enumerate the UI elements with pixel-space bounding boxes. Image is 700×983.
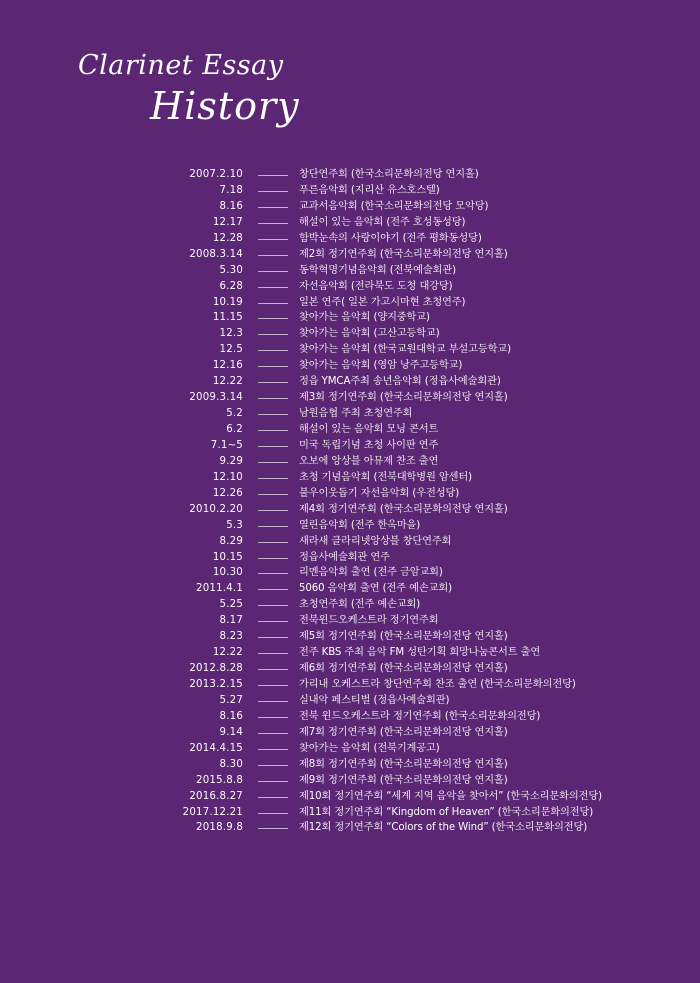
timeline-date: 12.16 xyxy=(212,360,243,372)
timeline-row xyxy=(0,326,700,342)
timeline-connector-line xyxy=(258,797,288,798)
timeline-event: 제2회 정기연주회 (한국소리문화의전당 연지홀) xyxy=(299,248,508,260)
timeline-connector-line xyxy=(258,781,288,782)
timeline-connector-line xyxy=(258,765,288,766)
timeline-connector-line xyxy=(258,398,288,399)
timeline-event: 초청연주회 (전주 예손교회) xyxy=(299,599,421,611)
timeline-event: 제4회 정기연주회 (한국소리문화의전당 연지홀) xyxy=(299,503,508,515)
timeline-event: 찾아가는 음악회 (전북기계공고) xyxy=(299,742,440,754)
timeline-date: 5.2 xyxy=(226,408,243,420)
timeline-row xyxy=(0,645,700,661)
timeline-connector-line xyxy=(258,573,288,574)
timeline-event: 찾아가는 음악회 (양지중학교) xyxy=(299,312,430,324)
timeline-connector-line xyxy=(258,255,288,256)
title-line-history: History xyxy=(150,84,300,128)
timeline-row xyxy=(0,438,700,454)
timeline-event: 제6회 정기연주회 (한국소리문화의전당 연지홀) xyxy=(299,663,508,675)
timeline-event: 해설이 있는 음악회 (전주 호성동성당) xyxy=(299,216,466,228)
timeline-connector-line xyxy=(258,318,288,319)
timeline-row xyxy=(0,422,700,438)
timeline-event: 실내악 페스티벌 (정읍사예술회관) xyxy=(299,694,450,706)
timeline-date: 10.19 xyxy=(212,296,243,308)
timeline-date: 8.17 xyxy=(219,615,243,627)
timeline-row xyxy=(0,581,700,597)
timeline-connector-line xyxy=(258,446,288,447)
timeline-connector-line xyxy=(258,462,288,463)
timeline-date: 8.23 xyxy=(219,631,243,643)
timeline-event: 전북윈드오케스트라 정기연주회 xyxy=(299,615,439,627)
timeline-date: 10.15 xyxy=(212,551,243,563)
timeline-date: 2016.8.27 xyxy=(189,790,243,802)
timeline-event: 제3회 정기연주회 (한국소리문화의전당 연지홀) xyxy=(299,392,508,404)
timeline-event: 전주 KBS 주최 음악 FM 성탄기획 희망나눔콘서트 출연 xyxy=(299,647,541,659)
timeline-date: 8.29 xyxy=(219,535,243,547)
timeline-row xyxy=(0,167,700,183)
timeline-row xyxy=(0,454,700,470)
timeline-connector-line xyxy=(258,303,288,304)
timeline-row xyxy=(0,486,700,502)
timeline-connector-line xyxy=(258,701,288,702)
timeline-row xyxy=(0,263,700,279)
timeline-date: 12.22 xyxy=(212,647,243,659)
timeline-event: 찾아가는 음악회 (한국교원대학교 부설고등학교) xyxy=(299,344,511,356)
timeline-row xyxy=(0,358,700,374)
timeline-date: 7.18 xyxy=(219,184,243,196)
timeline-row xyxy=(0,310,700,326)
timeline-connector-line xyxy=(258,287,288,288)
timeline-row xyxy=(0,661,700,677)
timeline-row xyxy=(0,789,700,805)
timeline-date: 8.16 xyxy=(219,710,243,722)
timeline-event: 제10회 정기연주회 “세계 지역 음악을 찾아서” (한국소리문화의전당) xyxy=(299,790,602,802)
timeline-event: 제7회 정기연주회 (한국소리문화의전당 연지홀) xyxy=(299,726,508,738)
timeline-connector-line xyxy=(258,621,288,622)
timeline-connector-line xyxy=(258,239,288,240)
timeline-event: 리멘음악회 출연 (전주 금암교회) xyxy=(299,567,443,579)
timeline-row xyxy=(0,725,700,741)
timeline-row xyxy=(0,613,700,629)
timeline-connector-line xyxy=(258,749,288,750)
timeline-row xyxy=(0,279,700,295)
timeline-event: 가리내 오케스트라 창단연주회 찬조 출연 (한국소리문화의전당) xyxy=(299,679,576,690)
timeline-event: 5060 음악회 출연 (전주 예손교회) xyxy=(299,583,452,595)
timeline-connector-line xyxy=(258,191,288,192)
timeline-row xyxy=(0,231,700,247)
timeline-date: 2012.8.28 xyxy=(189,663,243,675)
timeline-date: 2007.2.10 xyxy=(189,169,243,180)
timeline-date: 9.14 xyxy=(219,726,243,738)
timeline-connector-line xyxy=(258,526,288,527)
timeline-event: 제12회 정기연주회 “Colors of the Wind” (한국소리문화의전당) xyxy=(299,822,588,834)
timeline-row xyxy=(0,565,700,581)
timeline-event: 해설이 있는 음악회 모닝 콘서트 xyxy=(299,424,439,435)
timeline-date: 12.10 xyxy=(212,471,243,483)
timeline-row xyxy=(0,342,700,358)
timeline-date: 2015.8.8 xyxy=(196,774,243,786)
timeline-row xyxy=(0,773,700,789)
timeline-date: 12.5 xyxy=(219,344,243,356)
timeline-connector-line xyxy=(258,271,288,272)
timeline-connector-line xyxy=(258,828,288,829)
timeline-event: 전북 윈드오케스트라 정기연주회 (한국소리문화의전당) xyxy=(299,710,541,722)
timeline-date: 12.17 xyxy=(212,216,243,228)
timeline-row xyxy=(0,247,700,263)
timeline-row xyxy=(0,677,700,693)
timeline-event: 열린음악회 (전주 한옥마을) xyxy=(299,519,421,531)
timeline-date: 2013.2.15 xyxy=(189,679,243,690)
timeline-date: 11.15 xyxy=(212,312,243,324)
timeline-event: 자선음악회 (전라북도 도청 대강당) xyxy=(299,280,453,292)
timeline-connector-line xyxy=(258,430,288,431)
timeline-event: 불우이웃돕기 자선음악회 (우전성당) xyxy=(299,487,460,499)
timeline-row xyxy=(0,390,700,406)
timeline-event: 일본 연주( 일본 가고시마현 초청연주) xyxy=(299,296,466,308)
timeline-event: 제5회 정기연주회 (한국소리문화의전당 연지홀) xyxy=(299,631,508,643)
timeline-event: 제9회 정기연주회 (한국소리문화의전당 연지홀) xyxy=(299,774,508,786)
history-timeline xyxy=(0,167,700,836)
timeline-row xyxy=(0,550,700,566)
timeline-event: 미국 독립기념 초청 사이판 연주 xyxy=(299,439,439,451)
timeline-date: 2014.4.15 xyxy=(189,742,243,754)
timeline-event: 정읍 YMCA주최 송년음악회 (정읍사예술회관) xyxy=(299,376,501,388)
timeline-event: 오보에 앙상블 아뮤제 찬조 출연 xyxy=(299,455,439,467)
timeline-date: 12.26 xyxy=(212,487,243,499)
timeline-connector-line xyxy=(258,223,288,224)
timeline-event: 초청 기념음악회 (전북대학병원 암센터) xyxy=(299,471,473,483)
timeline-date: 12.28 xyxy=(212,232,243,244)
timeline-event: 찾아가는 음악회 (고산고등학교) xyxy=(299,328,440,340)
timeline-row xyxy=(0,629,700,645)
timeline-event: 정읍사예술회관 연주 xyxy=(299,551,390,563)
timeline-connector-line xyxy=(258,589,288,590)
timeline-connector-line xyxy=(258,558,288,559)
timeline-event: 찾아가는 음악회 (영암 낭주고등학교) xyxy=(299,360,463,372)
timeline-date: 5.25 xyxy=(219,599,243,611)
timeline-connector-line xyxy=(258,382,288,383)
timeline-row xyxy=(0,199,700,215)
timeline-row xyxy=(0,215,700,231)
timeline-date: 12.3 xyxy=(219,328,243,340)
timeline-date: 2018.9.8 xyxy=(196,822,243,834)
timeline-date: 2011.4.1 xyxy=(196,583,243,595)
timeline-connector-line xyxy=(258,350,288,351)
timeline-connector-line xyxy=(258,175,288,176)
timeline-connector-line xyxy=(258,669,288,670)
timeline-row xyxy=(0,820,700,836)
timeline-connector-line xyxy=(258,494,288,495)
timeline-row xyxy=(0,757,700,773)
timeline-row xyxy=(0,693,700,709)
timeline-date: 6.2 xyxy=(226,424,243,435)
timeline-event: 제11회 정기연주회 “Kingdom of Heaven” (한국소리문화의전당) xyxy=(299,806,594,818)
timeline-row xyxy=(0,295,700,311)
timeline-date: 6.28 xyxy=(219,280,243,292)
timeline-connector-line xyxy=(258,366,288,367)
timeline-row xyxy=(0,518,700,534)
timeline-event: 동학혁명기념음악회 (전북예술회관) xyxy=(299,264,457,276)
timeline-row xyxy=(0,597,700,613)
timeline-date: 2017.12.21 xyxy=(182,806,243,818)
timeline-date: 2008.3.14 xyxy=(189,248,243,260)
timeline-row xyxy=(0,374,700,390)
page-title xyxy=(0,0,700,150)
timeline-event: 창단연주회 (한국소리문화의전당 연지홀) xyxy=(299,169,479,180)
timeline-date: 10.30 xyxy=(212,567,243,579)
timeline-connector-line xyxy=(258,414,288,415)
timeline-connector-line xyxy=(258,685,288,686)
timeline-row xyxy=(0,470,700,486)
timeline-connector-line xyxy=(258,542,288,543)
timeline-row xyxy=(0,502,700,518)
timeline-connector-line xyxy=(258,605,288,606)
timeline-row xyxy=(0,406,700,422)
timeline-event: 함박눈속의 사랑이야기 (전주 평화동성당) xyxy=(299,232,482,244)
timeline-date: 7.1~5 xyxy=(210,439,243,451)
timeline-connector-line xyxy=(258,653,288,654)
timeline-row xyxy=(0,183,700,199)
timeline-connector-line xyxy=(258,478,288,479)
timeline-date: 5.30 xyxy=(219,264,243,276)
title-line-clarinet-essay: Clarinet Essay xyxy=(78,50,284,81)
timeline-date: 2009.3.14 xyxy=(189,392,243,404)
timeline-event: 푸른음악회 (지리산 유스호스텔) xyxy=(299,184,440,196)
timeline-connector-line xyxy=(258,637,288,638)
timeline-connector-line xyxy=(258,717,288,718)
timeline-row xyxy=(0,709,700,725)
timeline-date: 8.30 xyxy=(219,758,243,770)
timeline-connector-line xyxy=(258,510,288,511)
timeline-date: 2010.2.20 xyxy=(189,503,243,515)
timeline-event: 제8회 정기연주회 (한국소리문화의전당 연지홀) xyxy=(299,758,508,770)
timeline-connector-line xyxy=(258,813,288,814)
timeline-date: 5.27 xyxy=(219,694,243,706)
timeline-date: 8.16 xyxy=(219,200,243,212)
timeline-row xyxy=(0,741,700,757)
timeline-connector-line xyxy=(258,207,288,208)
timeline-event: 교과서음악회 (한국소리문화의전당 모악당) xyxy=(299,200,489,212)
timeline-connector-line xyxy=(258,334,288,335)
timeline-date: 5.3 xyxy=(226,519,243,531)
timeline-date: 12.22 xyxy=(212,376,243,388)
timeline-connector-line xyxy=(258,733,288,734)
timeline-row xyxy=(0,534,700,550)
timeline-date: 9.29 xyxy=(219,455,243,467)
timeline-event: 남원음협 주최 초청연주회 xyxy=(299,408,413,420)
timeline-event: 새라새 클라리넷앙상블 창단연주회 xyxy=(299,535,452,547)
timeline-row xyxy=(0,805,700,821)
